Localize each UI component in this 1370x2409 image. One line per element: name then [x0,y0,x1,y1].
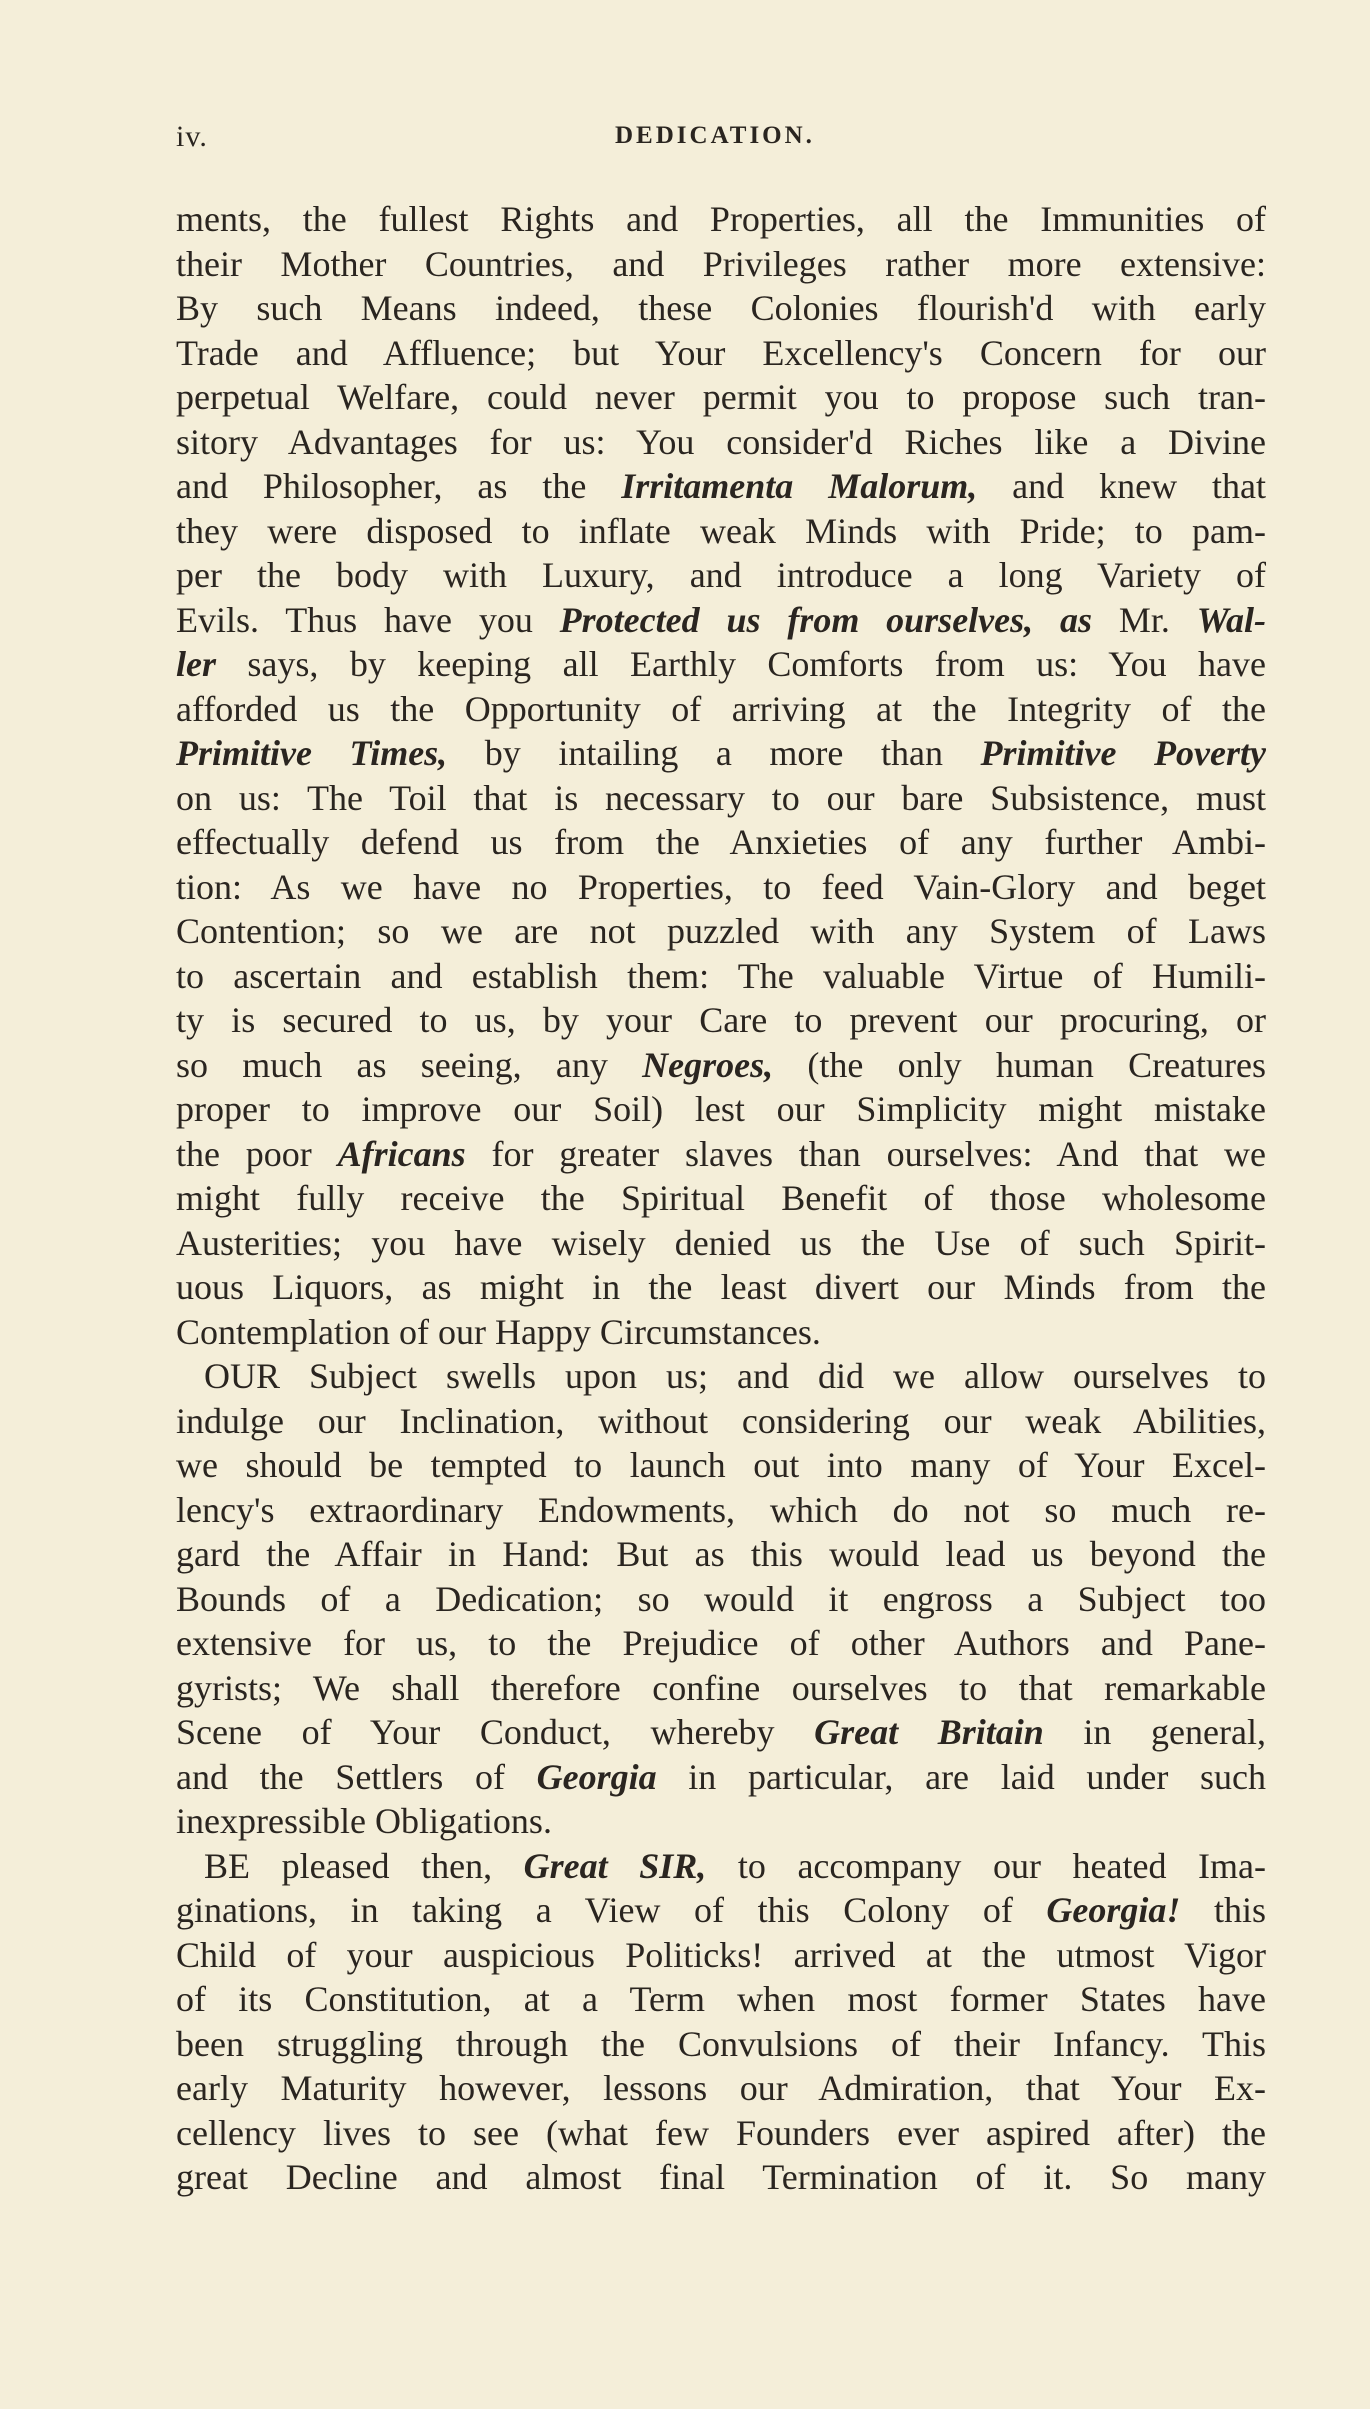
text-segment: Austerities; you have wisely denied us the Use of such Spirit- [176,1222,1266,1263]
text-segment: this [1180,1890,1266,1930]
text-segment: in particular, are laid under such [656,1756,1266,1797]
text-segment: and Philosopher, as the [176,466,622,506]
running-head [0,120,1370,160]
text-segment: they were disposed to inflate weak Minds with Pride; to pam- [176,510,1266,551]
text-segment: Child of your auspicious Politicks! arrived at the utmost Vigor [176,1934,1266,1975]
text-segment: and the Settlers of [176,1756,537,1797]
text-segment: Contemplation of our Happy Circumstances. [176,1311,821,1352]
text-line [176,1888,1266,1933]
text-line [176,286,1266,331]
text-line [176,1399,1266,1444]
text-segment: of its Constitution, at a Term when most former States have [176,1979,1266,2019]
text-segment: to accompany our heated Ima- [706,1845,1266,1886]
text-line [176,553,1266,598]
text-line [176,998,1266,1043]
text-line [176,464,1266,509]
text-segment: to ascertain and establish them: The valuable Virtue of Humili- [176,955,1266,996]
text-segment: afforded us the Opportunity of arriving at the Integrity of the [176,688,1266,729]
text-line [176,1176,1266,1221]
text-segment: lency's extraordinary Endowments, which do not so much re- [176,1489,1266,1530]
text-line [176,1844,1266,1889]
text-segment: so much as seeing, any [176,1044,643,1085]
text-segment: proper to improve our Soil) lest our Simplicity might mistake [176,1089,1266,1129]
text-segment: ty is secured to us, by your Care to prevent our procuring, or [176,1000,1266,1040]
italic-phrase: Georgia! [1046,1890,1181,1930]
italic-phrase: Primitive Poverty [980,733,1266,773]
text-line [176,1354,1266,1399]
text-segment: Mr. [1092,599,1197,640]
text-segment: (the only human Creatures [773,1044,1266,1085]
text-line [176,1666,1266,1711]
text-segment: tion: As we have no Properties, to feed Vain-Glory and beget [176,866,1266,907]
text-line [176,1977,1266,2022]
page-number: iv. [176,120,208,153]
text-segment: extensive for us, to the Prejudice of other Authors and Pane- [176,1623,1266,1663]
text-line [176,242,1266,287]
text-line [176,2155,1266,2200]
text-line [176,776,1266,821]
italic-phrase: Primitive Times, [176,733,448,773]
text-segment: Scene of Your Conduct, whereby [176,1712,815,1752]
text-segment: been struggling through the Convulsions of their Infancy. This [176,2023,1266,2064]
text-line [176,1488,1266,1533]
text-line [176,598,1266,643]
text-segment: in general, [1043,1712,1266,1752]
text-segment: by intailing a more than [447,733,981,773]
text-segment: inexpressible Obligations. [176,1801,552,1841]
text-segment: Bounds of a Dedication; so would it engross a Subject too [176,1578,1266,1619]
text-line [176,1532,1266,1577]
text-line [176,820,1266,865]
italic-phrase: ler [176,644,216,684]
text-segment: the poor [176,1133,338,1174]
italic-phrase: Negroes, [642,1044,774,1085]
text-segment: OUR Subject swells upon us; and did we allow ourselves to [204,1356,1266,1396]
italic-phrase: Irritamenta Malorum, [621,466,978,506]
italic-phrase: Africans [337,1133,466,1174]
text-line [176,1577,1266,1622]
text-line [176,1265,1266,1310]
text-line [176,687,1266,732]
text-segment: their Mother Countries, and Privileges rather more extensive: [176,243,1266,284]
text-line [176,909,1266,954]
text-line [176,1132,1266,1177]
text-segment: BE pleased then, [204,1845,524,1886]
text-line [176,2022,1266,2067]
text-line [176,420,1266,465]
text-segment: we should be tempted to launch out into many of Your Excel- [176,1445,1266,1485]
text-line [176,2066,1266,2111]
text-segment: might fully receive the Spiritual Benefit of those wholesome [176,1178,1266,1218]
text-line [176,1799,1266,1844]
text-line [176,642,1266,687]
text-line [176,331,1266,376]
text-line [176,731,1266,776]
text-line [176,1755,1266,1800]
text-segment: effectually defend us from the Anxieties of any further Ambi- [176,822,1266,862]
text-segment: and knew that [977,466,1266,506]
running-title: DEDICATION. [615,122,815,149]
italic-phrase: Great SIR, [523,1845,707,1886]
text-line [176,1710,1266,1755]
text-segment: great Decline and almost final Termination of it. So many [176,2157,1266,2197]
text-line [176,197,1266,242]
text-line [176,1621,1266,1666]
text-segment: indulge our Inclination, without considering our weak Abilities, [176,1400,1266,1441]
text-segment: Contention; so we are not puzzled with any System of Laws [176,911,1266,951]
text-segment: ments, the fullest Rights and Properties, all the Immunities of [176,199,1266,239]
text-segment: on us: The Toil that is necessary to our bare Subsistence, must [176,777,1266,818]
text-line [176,1221,1266,1266]
text-segment: Evils. Thus have you [176,599,560,640]
text-line [176,509,1266,554]
text-line [176,375,1266,420]
text-line [176,954,1266,999]
text-segment: perpetual Welfare, could never permit you to propose such tran- [176,377,1266,417]
text-segment: gard the Affair in Hand: But as this would lead us beyond the [176,1534,1266,1574]
italic-phrase: Great Britain [814,1712,1044,1752]
text-line [176,1310,1266,1355]
text-segment: By such Means indeed, these Colonies flourish'd with early [176,288,1266,328]
text-segment: for greater slaves than ourselves: And that we [465,1133,1266,1174]
text-segment: sitory Advantages for us: You consider'd Riches like a Divine [176,421,1266,462]
text-segment: early Maturity however, lessons our Admiration, that Your Ex- [176,2068,1266,2108]
text-segment: gyrists; We shall therefore confine ourselves to that remarkable [176,1667,1266,1708]
text-segment: says, by keeping all Earthly Comforts from us: You have [216,644,1266,684]
text-line [176,1043,1266,1088]
text-line [176,2111,1266,2156]
text-segment: Trade and Affluence; but Your Excellency's Concern for our [176,332,1266,373]
text-line [176,1933,1266,1978]
italic-phrase: Protected us from ourselves, as [559,599,1092,640]
text-segment: cellency lives to see (what few Founders ever aspired after) the [176,2112,1266,2153]
text-segment: uous Liquors, as might in the least divert our Minds from the [176,1267,1266,1307]
text-line [176,1443,1266,1488]
text-segment: per the body with Luxury, and introduce a long Variety of [176,555,1266,595]
text-line [176,1087,1266,1132]
body-text [176,197,1266,2200]
text-segment: ginations, in taking a View of this Colony of [176,1890,1047,1930]
italic-phrase: Georgia [536,1756,657,1797]
text-line [176,865,1266,910]
italic-phrase: Wal- [1196,599,1266,640]
